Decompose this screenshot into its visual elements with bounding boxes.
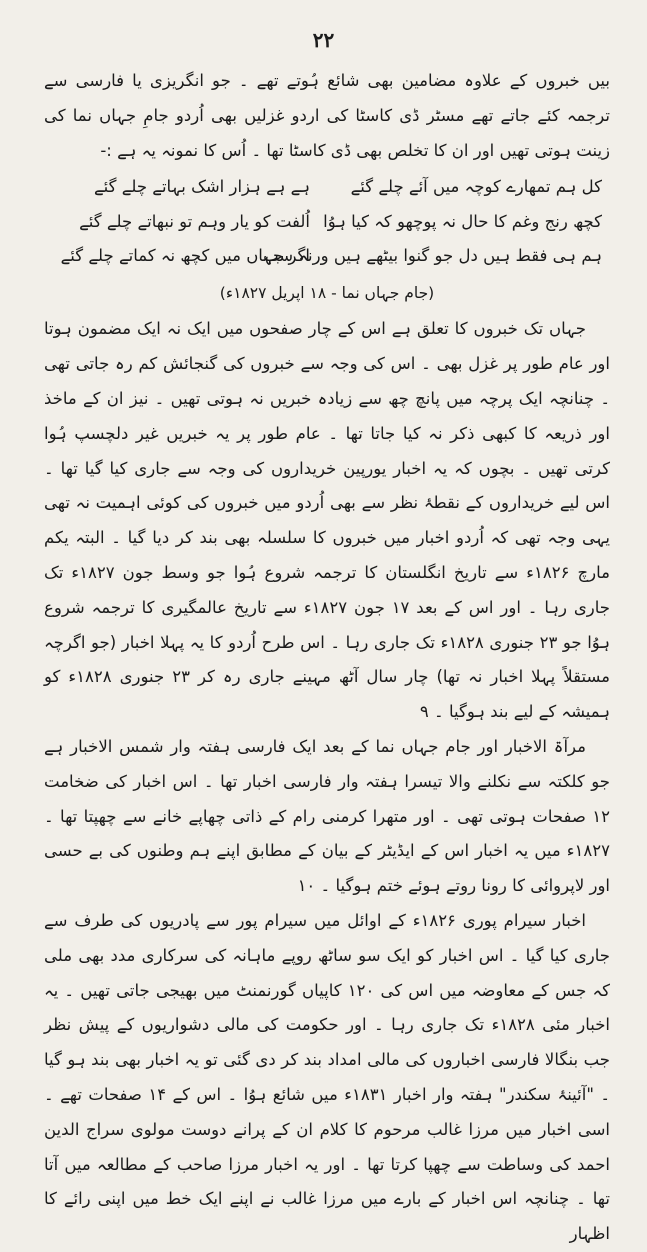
verse-line: کل ہم تمھارے کوچہ میں آئے چلے گئے (350, 177, 602, 197)
verse-line: اُلفت کو یار وہم تو نبھاتے چلے گئے (79, 211, 310, 231)
verse-line: اگر جہاں میں کچھ نہ کماتے چلے گئے (60, 246, 310, 266)
page-number: ۲۲ (312, 28, 335, 52)
page-body (44, 64, 610, 1252)
verse-line: ہے ہے ہزار اشک بہاتے چلے گئے (93, 177, 310, 197)
paragraph-shams-ul-akhbar: مرآۃ الاخبار اور جام جہاں نما کے بعد ایک فارسی ہفتہ وار شمس الاخبار ہے جو کلکتہ سے نکلنے والا تیسرا ہفتہ وار فارسی اخبار تھا ۔ اس اخبار کی ضخامت ۱۲ صفحات ہوتی تھی ۔ اور متھرا کرمنی رام کے ذاتی چھاپے خانے سے چھپتا تھا ۔ ۱۸۲۷ء میں یہ اخبار اس کے ایڈیٹر کے بیان کے مطابق اپنے ہم وطنوں کی بے حسی اور لاپروائی کا رونا روتے ہوئے ختم ہوگیا ۔ ۱۰ (44, 736, 610, 896)
intro-paragraph: بیں خبروں کے علاوہ مضامین بھی شائع ہُوتے تھے ۔ جو انگریزی یا فارسی سے ترجمہ کئے جاتے تھے مسٹر ڈی کاسٹا کی اردو غزلیں بھی اُردو جامِ جہاں نما کی زینت ہوتی تھیں اور ان کا تخلص بھی ڈی کاسٹا تھا ۔ اُس کا نمونہ یہ ہے :- (44, 71, 610, 160)
verse-line: کچھ رنج وغم کا حال نہ پوچھو کہ کیا ہوُا (323, 211, 602, 231)
paragraph-news: جہاں تک خبروں کا تعلق ہے اس کے چار صفحوں میں ایک نہ ایک مضمون ہوتا اور عام طور پر غزل بھی ۔ اس کی وجہ سے خبروں کی گنجائش کم رہ جاتی تھی ۔ چنانچہ ایک پرچہ میں پانچ چھ سے زیادہ خبریں نہ ہوتی تھیں ۔ نیز ان کے ماخذ اور ذریعہ کا کبھی ذکر نہ کیا جاتا تھا ۔ عام طور پر یہ خبریں غیر دلچسپ ہُوا کرتی تھیں ۔ بچوں کہ یہ اخبار یورپین خریداروں کی وجہ سے جاری کیا گیا تھا ۔ اس لیے خریداروں کے نقطۂ نظر سے بھی اُردو میں خبروں کی کوئی اہمیت نہ تھی یہی وجہ تھی کہ اُردو اخبار میں خبروں کا سلسلہ بھی بند کر دیا گیا ۔ البتہ یکم مارچ ۱۸۲۶ء سے تاریخ انگلستان کا ترجمہ شروع ہُوا جو وسط جون ۱۸۲۷ء تک جاری رہا ۔ اور اس کے بعد ۱۷ جون ۱۸۲۷ء سے تاریخ عالمگیری کا ترجمہ شروع ہوُا جو ۲۳ جنوری ۱۸۲۸ء تک جاری رہا ۔ اس طرح اُردو کا یہ پہلا اخبار (جو اگرچہ مستقلاً پہلا اخبار نہ تھا) چار سال آٹھ مہینے جاری رہ کر ۲۳ جنوری ۱۸۲۸ء کو ہمیشہ کے لیے بند ہوگیا ۔ ۹ (44, 319, 611, 722)
paragraph-serampore: اخبار سیرام پوری ۱۸۲۶ء کے اوائل میں سیرام پور سے پادریوں کی طرف سے جاری کیا گیا ۔ اس اخبار کو ایک سو ساٹھ روپے ماہانہ کی سرکاری مدد بھی ملی کہ جس کے معاوضہ میں اس کی ۱۲۰ کاپیاں گورنمنٹ میں بھیجی جاتی تھیں ۔ یہ اخبار مئی ۱۸۲۸ء تک جاری رہا ۔ اور حکومت کی مالی دشواریوں کے پیش نظر جب بنگالا فارسی اخباروں کی مالی امداد بند کر دی گئی تو یہ اخبار بھی بند ہو گیا ۔ "آئینۂ سکندر" ہفتہ وار اخبار ۱۸۳۱ء میں شائع ہوُا ۔ اس کے ۱۴ صفحات تھے ۔ اسی اخبار میں مرزا غالب مرحوم کا کلام ان کے پرانے دوست مولوی سراج الدین احمد کی وساطت سے چھپا کرتا تھا ۔ اور یہ اخبار مرزا صاحب کے مطالعہ میں آتا تھا ۔ چنانچہ اس اخبار کے بارے میں مرزا غالب نے اپنے ایک خط میں اپنی رائے کا اظہار (44, 910, 610, 1244)
verse-citation: (جام جہاں نما - ۱۸ اپریل ۱۸۲۷ء) (219, 284, 435, 303)
verse-second-hemistichs (50, 170, 310, 274)
verse-line: ہم ہی فقط ہیں دل جو گنوا بیٹھے ہیں ورنہ سب (263, 246, 602, 266)
verse-block (44, 170, 610, 276)
verse-first-hemistichs (263, 170, 602, 274)
